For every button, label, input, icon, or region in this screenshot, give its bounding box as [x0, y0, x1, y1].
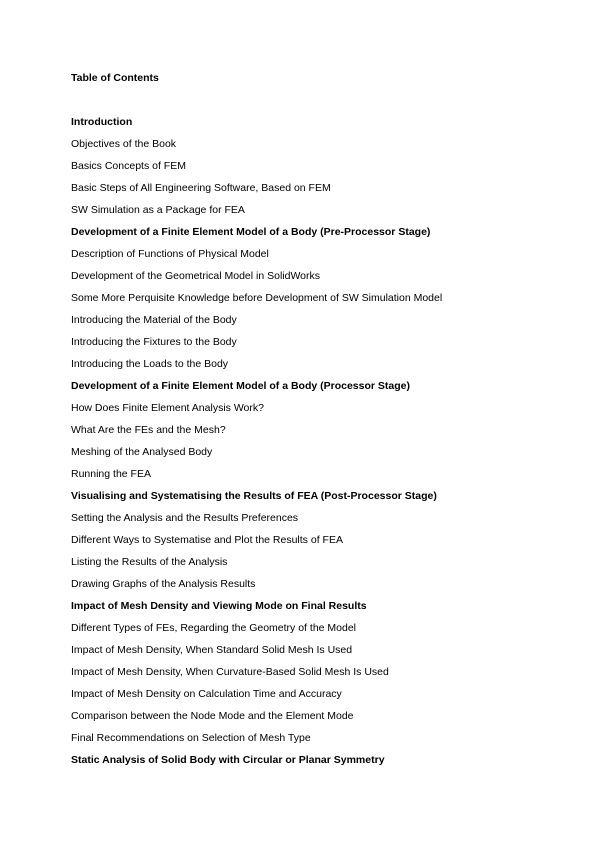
toc-section-entry: Development of the Geometrical Model in SolidWorks — [71, 270, 321, 282]
toc-section-entry: Running the FEA — [71, 468, 151, 480]
toc-chapter-heading: Visualising and Systematising the Results of FEA (Post-Processor Stage) — [71, 490, 437, 502]
toc-section-entry: Objectives of the Book — [71, 138, 177, 150]
toc-section-entry: Meshing of the Analysed Body — [71, 446, 213, 458]
toc-section-entry: Introducing the Fixtures to the Body — [71, 336, 237, 348]
toc-section-entry: Comparison between the Node Mode and the Element Mode — [71, 710, 354, 722]
toc-section-entry: SW Simulation as a Package for FEA — [71, 204, 245, 216]
toc-section-entry: Setting the Analysis and the Results Preferences — [71, 512, 299, 524]
toc-chapter-heading: Static Analysis of Solid Body with Circular or Planar Symmetry — [71, 754, 385, 766]
toc-section-entry: Impact of Mesh Density, When Standard Solid Mesh Is Used — [71, 644, 353, 656]
toc-section-entry: Different Ways to Systematise and Plot the Results of FEA — [71, 534, 343, 546]
toc-section-entry: Impact of Mesh Density on Calculation Time and Accuracy — [71, 688, 342, 700]
toc-section-entry: Description of Functions of Physical Model — [71, 248, 269, 260]
toc-section-entry: What Are the FEs and the Mesh? — [71, 424, 226, 436]
toc-section-entry: Introducing the Material of the Body — [71, 314, 237, 326]
toc-chapter-heading: Development of a Finite Element Model of a Body (Pre-Processor Stage) — [71, 226, 431, 238]
toc-section-entry: Basics Concepts of FEM — [71, 160, 186, 172]
toc-chapter-heading: Introduction — [71, 116, 133, 128]
toc-section-entry: Impact of Mesh Density, When Curvature-Based Solid Mesh Is Used — [71, 666, 389, 678]
toc-section-entry: Final Recommendations on Selection of Mesh Type — [71, 732, 311, 744]
toc-chapter-heading: Development of a Finite Element Model of a Body (Processor Stage) — [71, 380, 410, 392]
toc-section-entry: Basic Steps of All Engineering Software, Based on FEM — [71, 182, 331, 194]
toc-section-entry: Drawing Graphs of the Analysis Results — [71, 578, 256, 590]
toc-heading: Table of Contents — [71, 72, 159, 84]
toc-section-entry: How Does Finite Element Analysis Work? — [71, 402, 264, 414]
toc-section-entry: Different Types of FEs, Regarding the Geometry of the Model — [71, 622, 357, 634]
toc-section-entry: Listing the Results of the Analysis — [71, 556, 228, 568]
toc-section-entry: Some More Perquisite Knowledge before Development of SW Simulation Model — [71, 292, 443, 304]
toc-chapter-heading: Impact of Mesh Density and Viewing Mode on Final Results — [71, 600, 367, 612]
toc-list — [71, 115, 442, 775]
toc-section-entry: Introducing the Loads to the Body — [71, 358, 229, 370]
